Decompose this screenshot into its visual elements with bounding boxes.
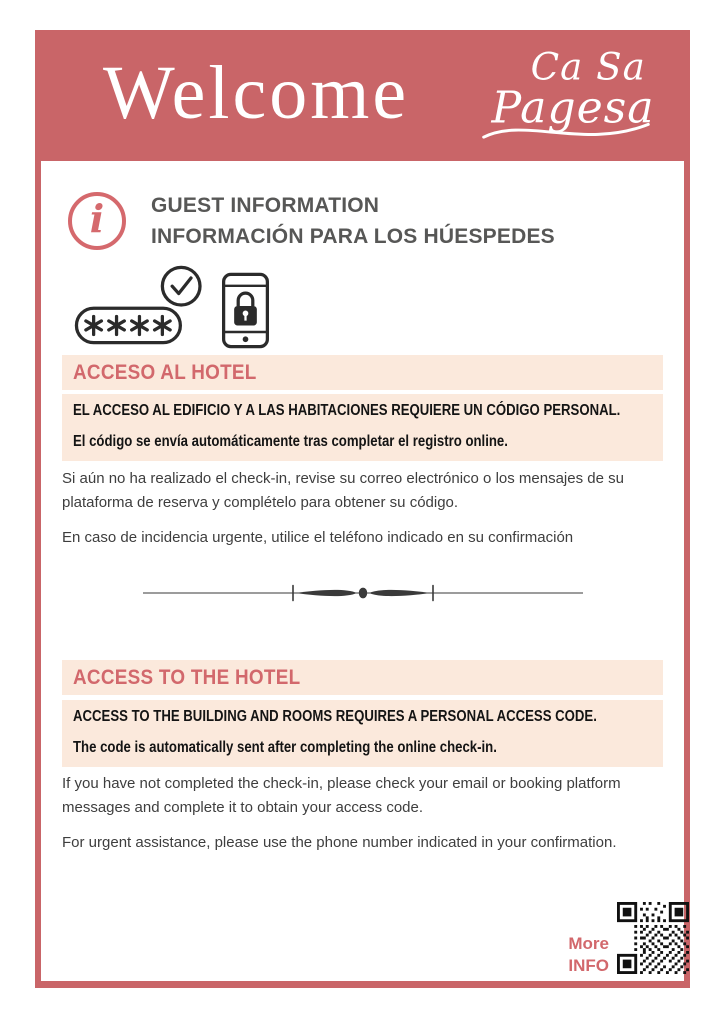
body-text-en xyxy=(62,772,663,855)
check-circle-icon xyxy=(162,267,200,305)
intro-row xyxy=(68,190,555,252)
body-en-para1: If you have not completed the check-in, please check your email or booking platform messages and complete it to obtain your access code. xyxy=(62,775,621,816)
body-es-para1: Si aún no ha realizado el check-in, revise su correo electrónico o los mensajes de su plataforma de reserva y complételo para obtener su código. xyxy=(62,470,624,511)
highlight-es-line1: EL ACCESO AL EDIFICIO Y A LAS HABITACIONES REQUIERE UN CÓDIGO PERSONAL. xyxy=(73,402,621,419)
passcode-check-icon xyxy=(74,264,209,346)
ornament-divider xyxy=(62,582,663,604)
header-band xyxy=(35,30,690,161)
more-info-label xyxy=(521,933,609,977)
more-info-line2: INFO xyxy=(568,956,609,975)
logo-line2-text: Pagesa xyxy=(491,82,655,134)
highlight-block-en xyxy=(62,700,663,767)
highlight-es-line2: El código se envía automáticamente tras completar el registro online. xyxy=(73,433,508,450)
phone-lock-icon xyxy=(221,272,270,349)
more-info-line1: More xyxy=(568,934,609,953)
body-text-es xyxy=(62,467,647,550)
section-title-es: ACCESO AL HOTEL xyxy=(73,360,257,384)
page-title-es: INFORMACIÓN PARA LOS HÚESPEDES xyxy=(151,225,555,248)
welcome-title: Welcome xyxy=(103,51,410,135)
access-pictograms xyxy=(74,264,270,346)
section-header-en xyxy=(62,660,663,695)
highlight-en-line1: ACCESS TO THE BUILDING AND ROOMS REQUIRES A PERSONAL ACCESS CODE. xyxy=(73,708,597,725)
body-en-para2: For urgent assistance, please use the phone number indicated in your confirmation. xyxy=(62,834,617,851)
casa-pagesa-logo xyxy=(466,42,662,148)
section-header-es xyxy=(62,355,663,390)
section-title-en: ACCESS TO THE HOTEL xyxy=(73,665,301,689)
page-title-en: GUEST INFORMATION xyxy=(151,194,380,217)
page-title xyxy=(151,190,555,252)
logo-line1-text: Ca Sa xyxy=(530,44,646,89)
highlight-en-line2: The code is automatically sent after completing the online check-in. xyxy=(73,739,497,756)
info-icon: i xyxy=(68,192,126,250)
guest-info-card xyxy=(35,30,690,988)
qr-code xyxy=(617,902,689,974)
highlight-block-es xyxy=(62,394,663,461)
body-es-para2: En caso de incidencia urgente, utilice el teléfono indicado en su confirmación xyxy=(62,529,574,546)
